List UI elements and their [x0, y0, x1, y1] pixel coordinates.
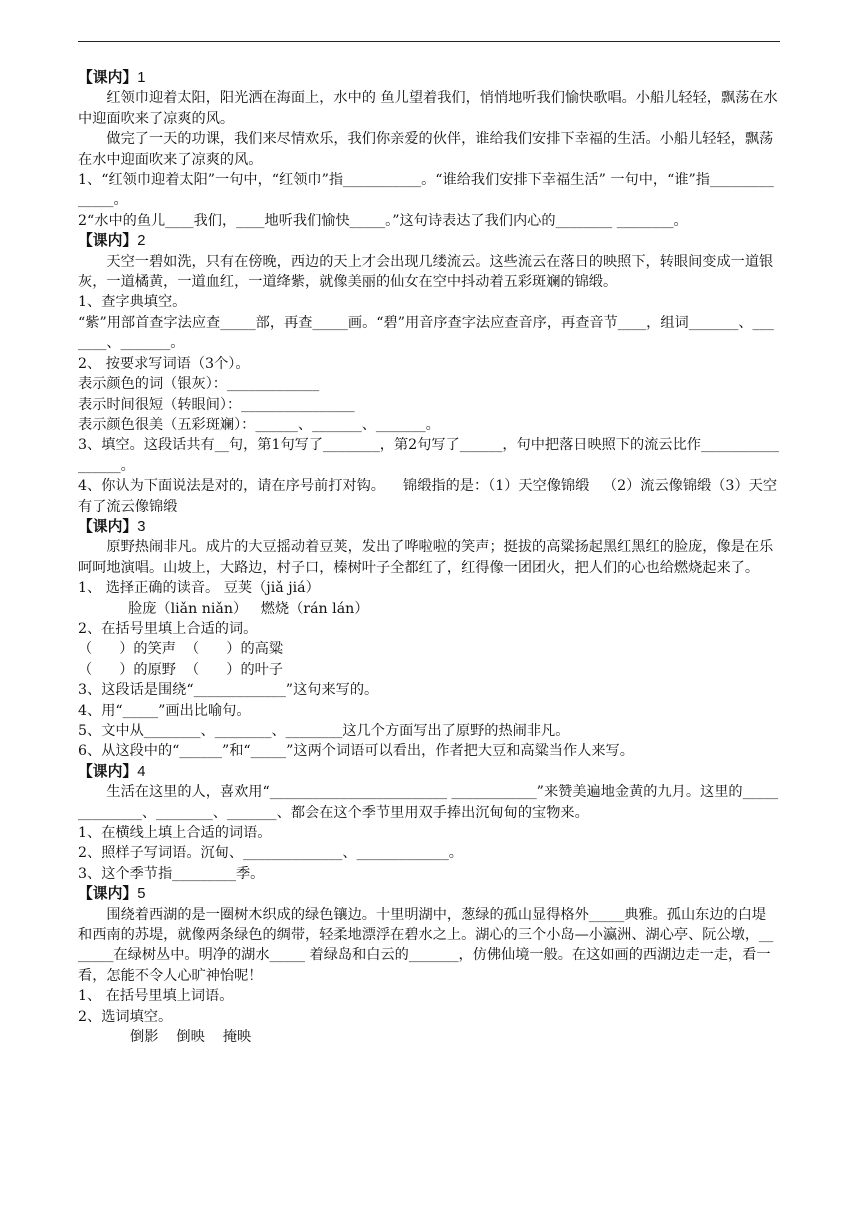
section-2: [78, 231, 780, 517]
section-heading: 【课内】5: [78, 885, 146, 903]
question-line: 1、在横线上填上合适的词语。: [78, 825, 272, 842]
question-line: 3、这段话是围绕“_____________”这句来写的。: [78, 682, 379, 699]
question-line: 1、查字典填空。: [78, 294, 187, 311]
section-1: [78, 68, 780, 231]
question-line: 1、“红领巾迎着太阳”一句中，“红领巾”指___________。“谁给我们安排下幸福生活” 一句中，“谁”指______________。: [78, 172, 774, 209]
question-line: 表示颜色的词（银灰）：_____________: [78, 376, 320, 393]
question-line: “紫”用部首查字法应查_____部，再查_____画。“碧”用音序查字法应查音序，再查音节____，组词_______、_______、_______。: [78, 314, 774, 352]
passage-paragraph: 红领巾迎着太阳，阳光洒在海面上，水中的 鱼儿望着我们，悄悄地听我们愉快歌唱。小船儿轻轻，飘荡在水中迎面吹来了凉爽的风。: [78, 90, 778, 127]
section-5: [78, 884, 780, 1047]
question-line: 1、 选择正确的读音。 豆荚（jiǎ jiá）: [78, 580, 320, 597]
question-line: 6、从这段中的“______”和“_____”这两个词语可以看出，作者把大豆和高粱当作人来写。: [78, 743, 634, 760]
section-heading: 【课内】4: [78, 762, 146, 780]
question-line: 2、选词填空。: [78, 1008, 173, 1025]
passage-paragraph: 原野热闹非凡。成片的大豆摇动着豆荚，发出了哗啦啦的笑声；挺拔的高粱扬起黑红黑红的脸庞，像是在乐呵呵地演唱。山坡上，大路边，村子口，榛树叶子全都红了，红得像一团团火，把人们的心也给燃烧起来了。: [78, 539, 774, 576]
question-line: 3、填空。这段话共有__句，第1句写了________，第2句写了______，句中把落日映照下的流云比作_________________。: [78, 437, 779, 474]
section-4: [78, 762, 780, 884]
section-heading: 【课内】2: [78, 232, 146, 250]
section-heading: 【课内】1: [78, 69, 146, 86]
passage-paragraph: 天空一碧如洗，只有在傍晚，西边的天上才会出现几缕流云。这些流云在落日的映照下，转眼间变成一道银灰，一道橘黄，一道血红，一道绛紫，就像美丽的仙女在空中抖动着五彩斑斓的锦缎。: [78, 253, 774, 291]
section-heading: 【课内】3: [78, 517, 146, 535]
question-line: 1、 在括号里填上词语。: [78, 988, 234, 1005]
question-line: 4、用“_____”画出比喻句。: [78, 702, 251, 719]
question-line: 3、这个季节指_________季。: [78, 865, 265, 882]
question-line: （ ）的笑声 （ ）的高粱: [78, 641, 284, 658]
question-line: 2、在括号里填上合适的词。: [78, 620, 258, 637]
section-3: [78, 517, 780, 762]
pinyin-options: 脸庞（liǎn niǎn） 燃烧（rán lán）: [128, 600, 369, 617]
question-line: （ ）的原野 （ ）的叶子: [78, 661, 284, 678]
passage-paragraph: 生活在这里的人，喜欢用“_________________________ ____________”来赞美遍地金黄的九月。这里的______________、________、_______、都会在这个季节里用双手捧出沉甸甸的宝物来。: [78, 784, 779, 821]
question-line: 4、你认为下面说法是对的，请在序号前打对钩。 锦缎指的是：（1）天空像锦缎 （2）流云像锦缎（3）天空有了流云像锦缎: [78, 478, 778, 515]
question-line: 2、 按要求写词语（3个）。: [78, 355, 250, 372]
word-choices: 倒影 倒映 掩映: [130, 1029, 252, 1046]
header-rule: [78, 41, 780, 42]
question-line: 表示时间很短（转眼间）：________________: [78, 396, 355, 413]
question-line: 5、文中从________、________、________这几个方面写出了原野的热闹非凡。: [78, 723, 570, 739]
passage-paragraph: 围绕着西湖的是一圈树木织成的绿色镶边。十里明湖中，葱绿的孤山显得格外_____典雅。孤山东边的白堤和西南的苏堤，就像两条绿色的绸带，轻柔地漂浮在碧水之上。湖心的三个小岛—小瀛洲、湖心亭、阮公墩，_______在绿树丛中。明净的湖水_____ 着绿岛和白云的_______，仿佛仙境一般。在这如画的西湖边走一走，看一看，怎能不令人心旷神怡呢！: [78, 906, 774, 984]
question-line: 2、照样子写词语。沉甸、______________、_____________。: [78, 845, 463, 862]
question-line: 表示颜色很美（五彩斑斓）：______、_______、_______。: [78, 416, 440, 433]
question-line: 2“水中的鱼儿____我们，____地听我们愉快_____。”这句诗表达了我们内心的________ ________。: [78, 212, 688, 229]
passage-paragraph: 做完了一天的功课，我们来尽情欢乐，我们你亲爱的伙伴，谁给我们安排下幸福的生活。小船儿轻轻，飘荡在水中迎面吹来了凉爽的风。: [78, 131, 774, 168]
worksheet: [78, 68, 780, 1048]
